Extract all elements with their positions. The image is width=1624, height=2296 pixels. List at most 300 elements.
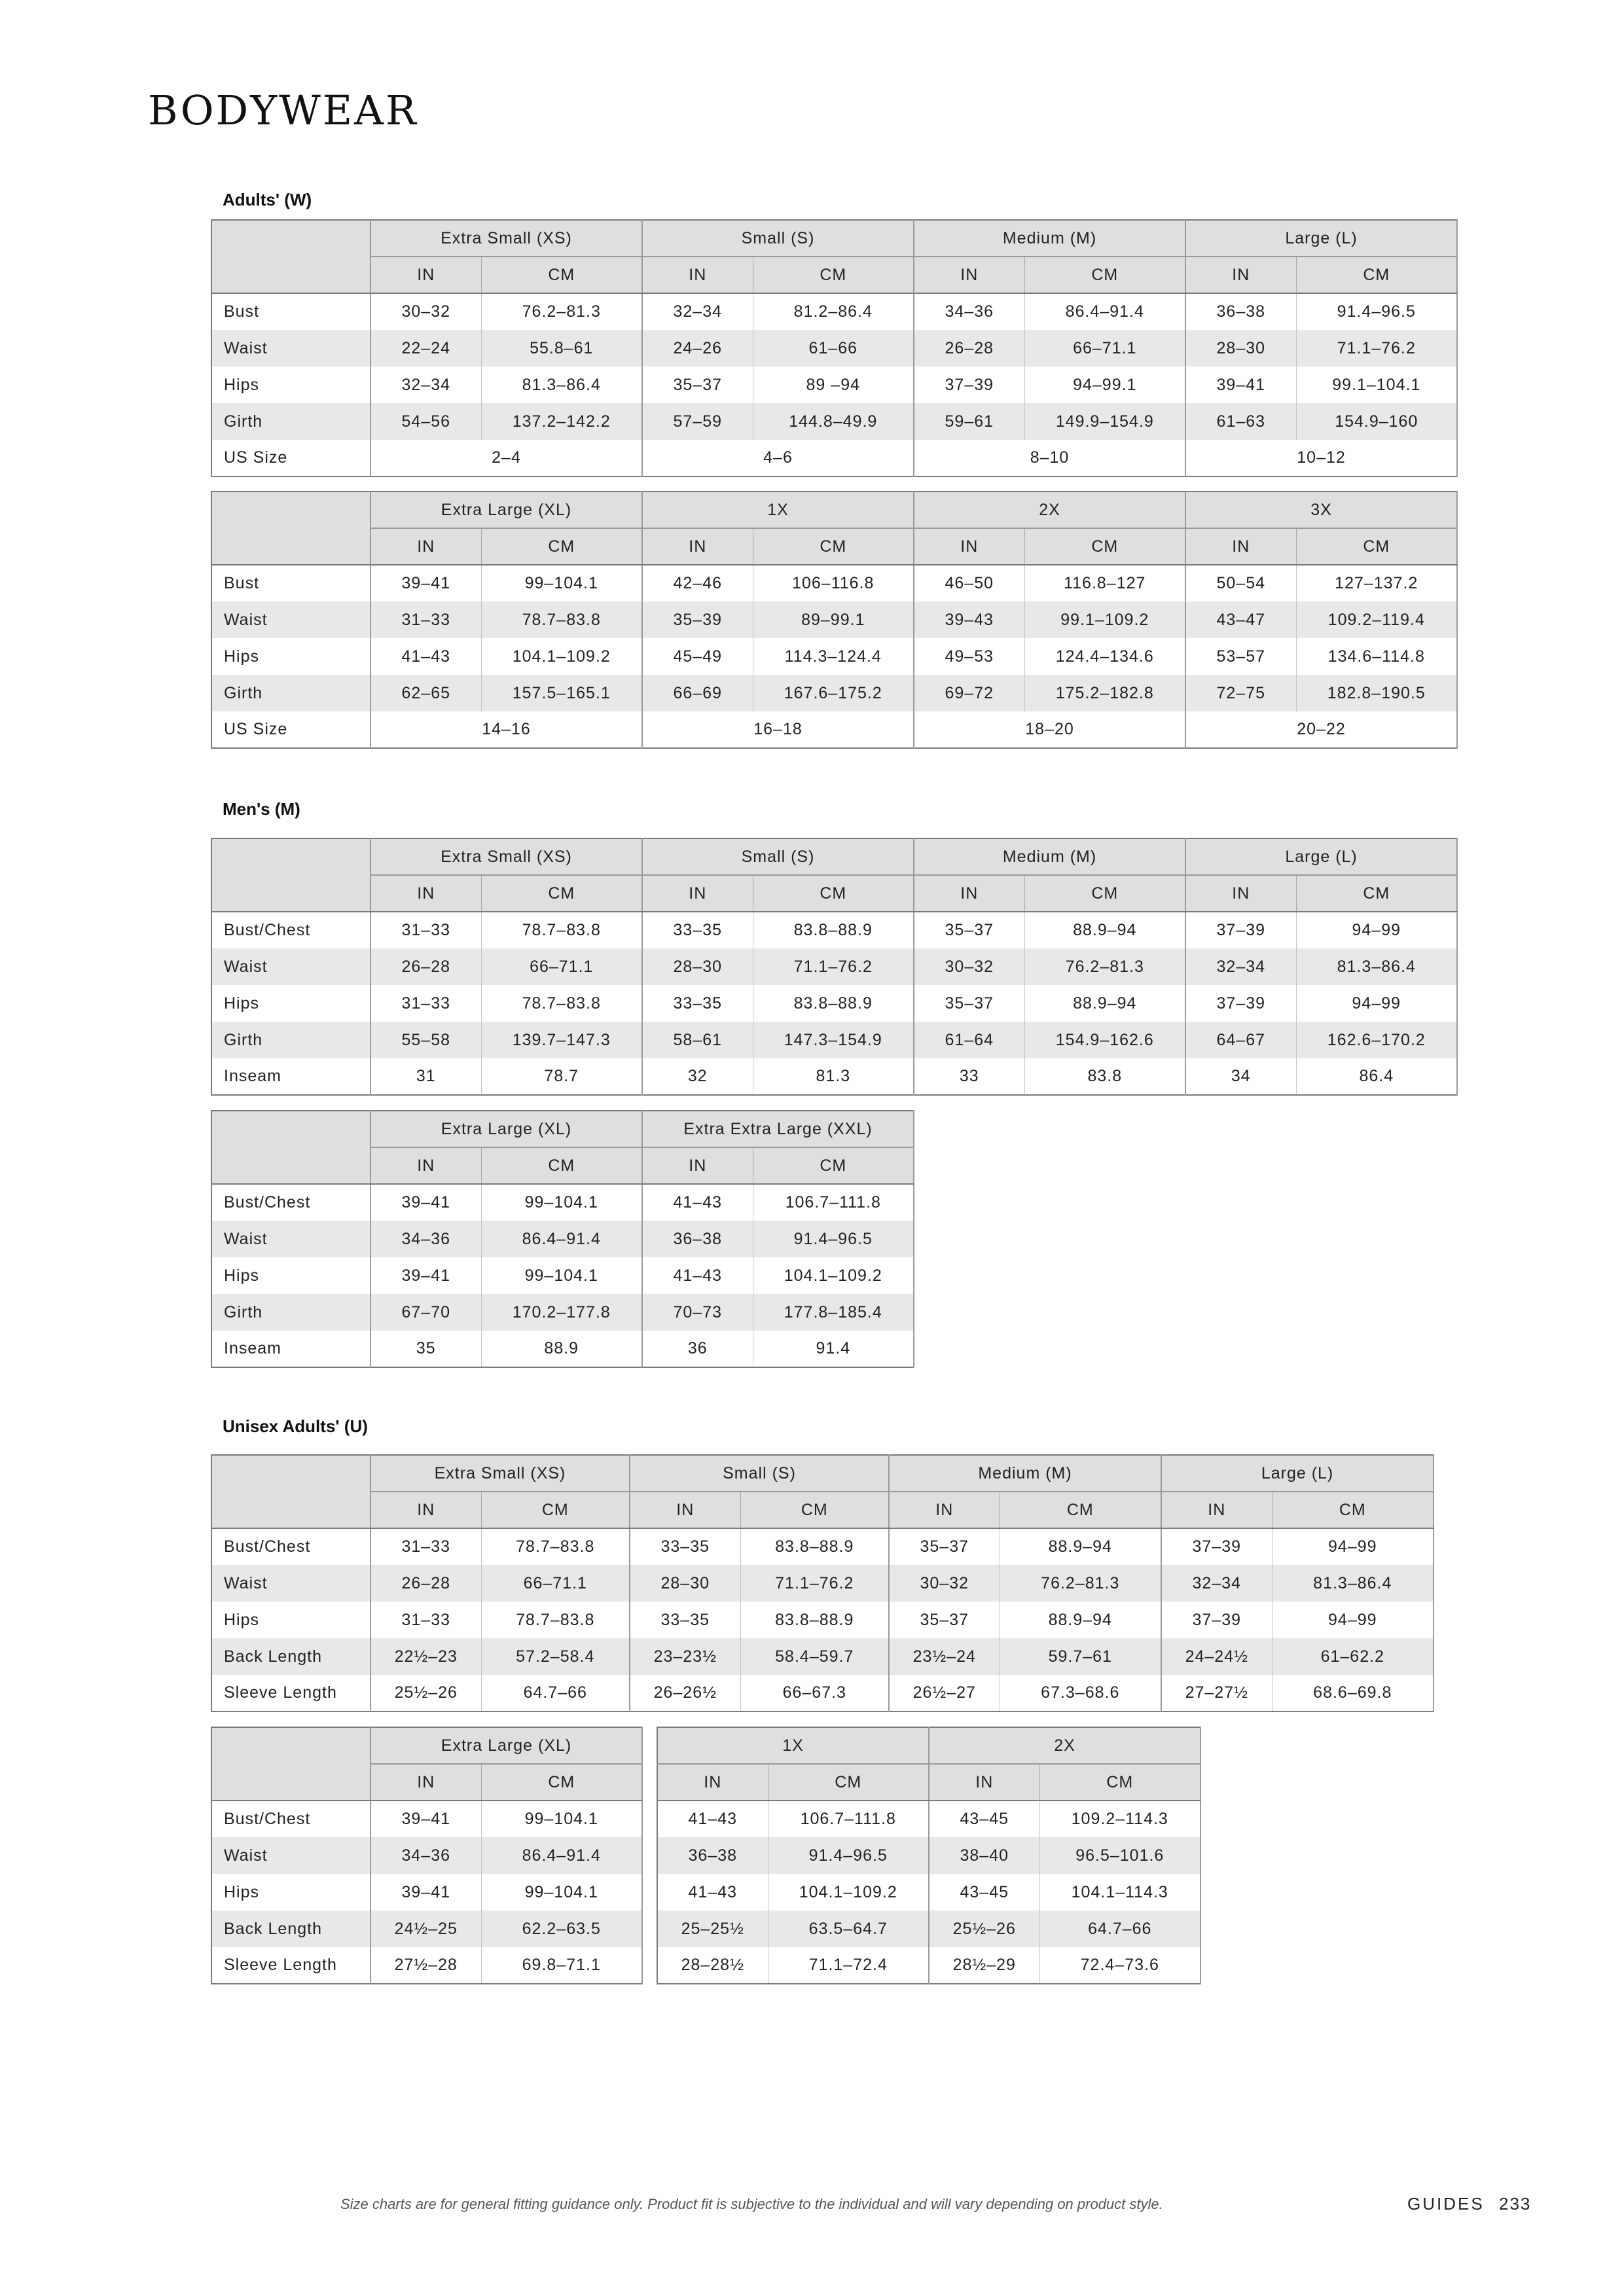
cell-in: 23½–24 <box>889 1638 1000 1675</box>
cell-cm: 99–104.1 <box>481 1257 642 1294</box>
unit-header-in: IN <box>370 528 481 565</box>
cell-in: 69–72 <box>914 675 1024 711</box>
table-row <box>211 1184 914 1221</box>
cell-cm: 157.5–165.1 <box>481 675 642 711</box>
cell-cm: 81.3–86.4 <box>1296 948 1457 985</box>
row-label: Hips <box>211 367 370 403</box>
cell-in: 67–70 <box>370 1294 481 1331</box>
cell-in: 24–26 <box>642 330 753 367</box>
cell-in: 32–34 <box>1185 948 1296 985</box>
cell-cm: 57.2–58.4 <box>481 1638 630 1675</box>
cell-in: 33–35 <box>642 985 753 1022</box>
cell-cm: 58.4–59.7 <box>740 1638 889 1675</box>
cell-cm: 104.1–109.2 <box>768 1874 929 1910</box>
footer-disclaimer: Size charts are for general fitting guidance only. Product fit is subjective to the individual and will vary depending on product style. <box>340 2196 1163 2212</box>
unit-header-cm: CM <box>1000 1492 1161 1528</box>
table-row <box>211 367 1457 403</box>
cell-cm: 78.7–83.8 <box>481 985 642 1022</box>
table-row <box>211 675 1457 711</box>
cell-in: 46–50 <box>914 565 1024 601</box>
table-row <box>211 1221 914 1257</box>
cell-in: 70–73 <box>642 1294 753 1331</box>
cell-cm: 99–104.1 <box>481 1874 642 1910</box>
cell-in: 37–39 <box>914 367 1024 403</box>
cell-cm: 78.7–83.8 <box>481 1602 630 1638</box>
cell-in: 31–33 <box>370 985 481 1022</box>
us-size-cell: 8–10 <box>914 440 1185 476</box>
size-header: 2X <box>929 1727 1200 1764</box>
unit-header-cm: CM <box>1024 528 1185 565</box>
cell-cm: 137.2–142.2 <box>481 403 642 440</box>
cell-cm: 99.1–104.1 <box>1296 367 1457 403</box>
cell-in: 55–58 <box>370 1022 481 1058</box>
row-label: Sleeve Length <box>211 1675 370 1712</box>
cell-in: 57–59 <box>642 403 753 440</box>
table-row <box>211 912 1457 948</box>
unit-header-in: IN <box>1185 875 1296 912</box>
cell-cm: 83.8–88.9 <box>740 1528 889 1565</box>
cell-cm: 86.4–91.4 <box>481 1221 642 1257</box>
row-label: Waist <box>211 1221 370 1257</box>
table-row <box>211 1528 1434 1565</box>
cell-in: 24½–25 <box>370 1910 481 1947</box>
cell-cm: 83.8–88.9 <box>753 912 914 948</box>
cell-cm: 147.3–154.9 <box>753 1022 914 1058</box>
header-corner <box>211 838 370 912</box>
cell-cm: 99–104.1 <box>481 1801 642 1837</box>
size-header: Extra Large (XL) <box>370 1727 642 1764</box>
cell-in: 41–43 <box>657 1801 768 1837</box>
size-header-row <box>211 220 1457 257</box>
cell-cm: 88.9–94 <box>1024 985 1185 1022</box>
size-header-row <box>211 492 1457 528</box>
cell-in: 64–67 <box>1185 1022 1296 1058</box>
cell-in: 33–35 <box>642 912 753 948</box>
size-header-row <box>211 1455 1434 1492</box>
us-size-row <box>211 711 1457 748</box>
unit-header-in: IN <box>370 1492 481 1528</box>
row-label: Back Length <box>211 1638 370 1675</box>
cell-cm: 88.9–94 <box>1000 1602 1161 1638</box>
table-row <box>211 1675 1434 1712</box>
cell-in: 32–34 <box>642 293 753 330</box>
unit-header-row <box>211 1492 1434 1528</box>
cell-in: 39–41 <box>370 1874 481 1910</box>
size-header: Medium (M) <box>914 220 1185 257</box>
unit-header-cm: CM <box>740 1492 889 1528</box>
cell-cm: 67.3–68.6 <box>1000 1675 1161 1712</box>
cell-cm: 59.7–61 <box>1000 1638 1161 1675</box>
table-row <box>211 1837 642 1874</box>
cell-in: 30–32 <box>889 1565 1000 1602</box>
table-row <box>211 1874 642 1910</box>
cell-in: 36–38 <box>642 1221 753 1257</box>
size-header: Extra Large (XL) <box>370 492 642 528</box>
cell-in: 34 <box>1185 1058 1296 1095</box>
row-label: Girth <box>211 1022 370 1058</box>
cell-in: 49–53 <box>914 638 1024 675</box>
cell-cm: 86.4–91.4 <box>481 1837 642 1874</box>
table-row <box>211 330 1457 367</box>
size-header-row <box>211 1727 642 1764</box>
size-header: Extra Large (XL) <box>370 1111 642 1147</box>
table-row <box>211 1257 914 1294</box>
size-header-row <box>211 1111 914 1147</box>
cell-in: 25½–26 <box>370 1675 481 1712</box>
size-header: Large (L) <box>1185 838 1457 875</box>
cell-in: 35–37 <box>642 367 753 403</box>
row-label: Waist <box>211 330 370 367</box>
size-header: Small (S) <box>642 838 914 875</box>
cell-cm: 71.1–76.2 <box>740 1565 889 1602</box>
cell-in: 53–57 <box>1185 638 1296 675</box>
row-label: Hips <box>211 985 370 1022</box>
cell-cm: 72.4–73.6 <box>1039 1947 1200 1984</box>
cell-cm: 71.1–76.2 <box>1296 330 1457 367</box>
cell-in: 39–41 <box>370 565 481 601</box>
cell-cm: 86.4–91.4 <box>1024 293 1185 330</box>
header-corner <box>211 1111 370 1184</box>
cell-in: 31 <box>370 1058 481 1095</box>
cell-in: 34–36 <box>370 1221 481 1257</box>
unit-header-cm: CM <box>481 1147 642 1184</box>
cell-cm: 66–71.1 <box>1024 330 1185 367</box>
cell-cm: 91.4–96.5 <box>768 1837 929 1874</box>
cell-in: 37–39 <box>1161 1602 1272 1638</box>
cell-cm: 81.3–86.4 <box>481 367 642 403</box>
cell-in: 26–28 <box>370 1565 481 1602</box>
size-header: Large (L) <box>1185 220 1457 257</box>
cell-cm: 94–99 <box>1296 985 1457 1022</box>
cell-in: 26–28 <box>914 330 1024 367</box>
cell-in: 22–24 <box>370 330 481 367</box>
cell-in: 26–26½ <box>630 1675 740 1712</box>
cell-in: 37–39 <box>1161 1528 1272 1565</box>
unit-header-cm: CM <box>753 257 914 293</box>
cell-in: 41–43 <box>642 1184 753 1221</box>
table-row <box>211 565 1457 601</box>
cell-cm: 69.8–71.1 <box>481 1947 642 1984</box>
size-header: Extra Small (XS) <box>370 1455 630 1492</box>
cell-in: 28–30 <box>642 948 753 985</box>
row-label: Hips <box>211 1874 370 1910</box>
cell-in: 35–37 <box>914 985 1024 1022</box>
row-label: Bust/Chest <box>211 1528 370 1565</box>
cell-in: 25–25½ <box>657 1910 768 1947</box>
us-size-cell: 16–18 <box>642 711 914 748</box>
row-label: Sleeve Length <box>211 1947 370 1984</box>
cell-cm: 66–67.3 <box>740 1675 889 1712</box>
us-size-cell: 2–4 <box>370 440 642 476</box>
cell-in: 45–49 <box>642 638 753 675</box>
cell-in: 23–23½ <box>630 1638 740 1675</box>
cell-cm: 78.7 <box>481 1058 642 1095</box>
cell-cm: 64.7–66 <box>1039 1910 1200 1947</box>
cell-in: 37–39 <box>1185 985 1296 1022</box>
cell-in: 28–30 <box>1185 330 1296 367</box>
cell-cm: 94–99.1 <box>1024 367 1185 403</box>
cell-cm: 68.6–69.8 <box>1272 1675 1434 1712</box>
cell-in: 32–34 <box>1161 1565 1272 1602</box>
row-label: Waist <box>211 601 370 638</box>
unit-header-in: IN <box>914 528 1024 565</box>
cell-cm: 86.4 <box>1296 1058 1457 1095</box>
cell-cm: 109.2–114.3 <box>1039 1801 1200 1837</box>
row-label: Waist <box>211 948 370 985</box>
unit-header-in: IN <box>642 875 753 912</box>
cell-in: 26½–27 <box>889 1675 1000 1712</box>
cell-cm: 182.8–190.5 <box>1296 675 1457 711</box>
size-header: 1X <box>657 1727 929 1764</box>
cell-in: 41–43 <box>370 638 481 675</box>
unit-header-in: IN <box>929 1764 1039 1801</box>
cell-in: 35–37 <box>914 912 1024 948</box>
unit-header-cm: CM <box>1272 1492 1434 1528</box>
cell-cm: 64.7–66 <box>481 1675 630 1712</box>
table-row <box>211 1910 642 1947</box>
cell-in: 33 <box>914 1058 1024 1095</box>
cell-in: 33–35 <box>630 1528 740 1565</box>
cell-cm: 144.8–49.9 <box>753 403 914 440</box>
row-label: Hips <box>211 1257 370 1294</box>
unit-header-in: IN <box>642 1147 753 1184</box>
cell-in: 31–33 <box>370 912 481 948</box>
unit-header-in: IN <box>370 1147 481 1184</box>
cell-in: 39–41 <box>370 1184 481 1221</box>
cell-cm: 94–99 <box>1272 1528 1434 1565</box>
cell-in: 50–54 <box>1185 565 1296 601</box>
cell-in: 39–41 <box>1185 367 1296 403</box>
cell-cm: 81.3–86.4 <box>1272 1565 1434 1602</box>
row-label: Bust/Chest <box>211 912 370 948</box>
us-size-cell: 4–6 <box>642 440 914 476</box>
cell-in: 62–65 <box>370 675 481 711</box>
unit-header-row <box>211 257 1457 293</box>
cell-in: 58–61 <box>642 1022 753 1058</box>
unit-header-in: IN <box>1185 257 1296 293</box>
size-header: Small (S) <box>630 1455 889 1492</box>
size-header: Large (L) <box>1161 1455 1434 1492</box>
cell-in: 28–30 <box>630 1565 740 1602</box>
cell-cm: 94–99 <box>1272 1602 1434 1638</box>
cell-cm: 76.2–81.3 <box>1000 1565 1161 1602</box>
unit-header-in: IN <box>657 1764 768 1801</box>
cell-in: 24–24½ <box>1161 1638 1272 1675</box>
size-header-row <box>657 1727 1200 1764</box>
section-title-mens: Men's (M) <box>223 799 300 819</box>
cell-cm: 154.9–162.6 <box>1024 1022 1185 1058</box>
unit-header-cm: CM <box>481 1764 642 1801</box>
cell-in: 39–41 <box>370 1257 481 1294</box>
row-label: Bust <box>211 565 370 601</box>
cell-in: 35–37 <box>889 1528 1000 1565</box>
header-corner <box>211 1455 370 1528</box>
row-label: Bust/Chest <box>211 1801 370 1837</box>
row-label: US Size <box>211 711 370 748</box>
us-size-cell: 20–22 <box>1185 711 1457 748</box>
cell-cm: 88.9–94 <box>1000 1528 1161 1565</box>
table-row <box>657 1947 1200 1984</box>
row-label: Waist <box>211 1565 370 1602</box>
cell-cm: 139.7–147.3 <box>481 1022 642 1058</box>
cell-cm: 106.7–111.8 <box>768 1801 929 1837</box>
table-row <box>211 1602 1434 1638</box>
cell-cm: 106.7–111.8 <box>753 1184 914 1221</box>
cell-cm: 99–104.1 <box>481 1184 642 1221</box>
cell-cm: 99–104.1 <box>481 565 642 601</box>
table-row <box>211 638 1457 675</box>
cell-in: 39–43 <box>914 601 1024 638</box>
unit-header-row <box>211 875 1457 912</box>
us-size-row <box>211 440 1457 476</box>
table-row <box>211 985 1457 1022</box>
cell-in: 22½–23 <box>370 1638 481 1675</box>
cell-cm: 76.2–81.3 <box>481 293 642 330</box>
unit-header-in: IN <box>370 875 481 912</box>
cell-cm: 78.7–83.8 <box>481 1528 630 1565</box>
cell-cm: 71.1–76.2 <box>753 948 914 985</box>
cell-cm: 162.6–170.2 <box>1296 1022 1457 1058</box>
cell-in: 39–41 <box>370 1801 481 1837</box>
unisex-table-1 <box>211 1454 1434 1712</box>
table-row <box>211 1058 1457 1095</box>
cell-in: 30–32 <box>370 293 481 330</box>
cell-cm: 175.2–182.8 <box>1024 675 1185 711</box>
unit-header-cm: CM <box>1296 257 1457 293</box>
size-header: Extra Extra Large (XXL) <box>642 1111 914 1147</box>
header-corner <box>211 220 370 293</box>
footer-section-label: GUIDES <box>1407 2194 1485 2214</box>
cell-in: 41–43 <box>657 1874 768 1910</box>
cell-in: 42–46 <box>642 565 753 601</box>
cell-cm: 106–116.8 <box>753 565 914 601</box>
table-row <box>657 1837 1200 1874</box>
cell-cm: 83.8–88.9 <box>753 985 914 1022</box>
table-row <box>211 1947 642 1984</box>
unit-header-in: IN <box>1161 1492 1272 1528</box>
cell-cm: 104.1–109.2 <box>753 1257 914 1294</box>
us-size-cell: 10–12 <box>1185 440 1457 476</box>
cell-in: 31–33 <box>370 1528 481 1565</box>
cell-in: 31–33 <box>370 1602 481 1638</box>
cell-cm: 55.8–61 <box>481 330 642 367</box>
table-row <box>211 1638 1434 1675</box>
size-header: 2X <box>914 492 1185 528</box>
cell-cm: 154.9–160 <box>1296 403 1457 440</box>
unit-header-in: IN <box>914 875 1024 912</box>
cell-in: 30–32 <box>914 948 1024 985</box>
table-row <box>211 1331 914 1367</box>
unit-header-cm: CM <box>768 1764 929 1801</box>
cell-in: 27–27½ <box>1161 1675 1272 1712</box>
unit-header-row <box>211 528 1457 565</box>
cell-cm: 149.9–154.9 <box>1024 403 1185 440</box>
table-row <box>211 403 1457 440</box>
unit-header-cm: CM <box>1039 1764 1200 1801</box>
table-row <box>657 1910 1200 1947</box>
section-title-adults-w: Adults' (W) <box>223 190 312 209</box>
size-header: Extra Small (XS) <box>370 838 642 875</box>
table-row <box>211 1294 914 1331</box>
table-row <box>211 601 1457 638</box>
row-label: Bust/Chest <box>211 1184 370 1221</box>
size-header: Medium (M) <box>889 1455 1161 1492</box>
cell-cm: 91.4 <box>753 1331 914 1367</box>
unit-header-cm: CM <box>481 1492 630 1528</box>
cell-in: 61–63 <box>1185 403 1296 440</box>
unit-header-in: IN <box>1185 528 1296 565</box>
cell-cm: 61–62.2 <box>1272 1638 1434 1675</box>
cell-cm: 83.8–88.9 <box>740 1602 889 1638</box>
cell-in: 34–36 <box>914 293 1024 330</box>
cell-cm: 91.4–96.5 <box>753 1221 914 1257</box>
cell-in: 72–75 <box>1185 675 1296 711</box>
cell-cm: 134.6–114.8 <box>1296 638 1457 675</box>
cell-cm: 104.1–109.2 <box>481 638 642 675</box>
row-label: Inseam <box>211 1058 370 1095</box>
unit-header-cm: CM <box>481 528 642 565</box>
unisex-table-3 <box>657 1727 1201 1984</box>
page-number: 233 <box>1499 2194 1532 2214</box>
cell-cm: 61–66 <box>753 330 914 367</box>
row-label: Bust <box>211 293 370 330</box>
table-row <box>657 1874 1200 1910</box>
row-label: Waist <box>211 1837 370 1874</box>
unit-header-in: IN <box>642 528 753 565</box>
cell-in: 66–69 <box>642 675 753 711</box>
cell-in: 28–28½ <box>657 1947 768 1984</box>
cell-cm: 99.1–109.2 <box>1024 601 1185 638</box>
size-header-row <box>211 838 1457 875</box>
cell-in: 35–39 <box>642 601 753 638</box>
unit-header-cm: CM <box>1024 257 1185 293</box>
unit-header-in: IN <box>914 257 1024 293</box>
row-label: Girth <box>211 675 370 711</box>
unit-header-in: IN <box>642 257 753 293</box>
cell-in: 28½–29 <box>929 1947 1039 1984</box>
table-row <box>657 1801 1200 1837</box>
cell-in: 33–35 <box>630 1602 740 1638</box>
cell-cm: 94–99 <box>1296 912 1457 948</box>
cell-in: 38–40 <box>929 1837 1039 1874</box>
unit-header-cm: CM <box>481 875 642 912</box>
cell-in: 43–47 <box>1185 601 1296 638</box>
cell-cm: 81.3 <box>753 1058 914 1095</box>
section-title-unisex: Unisex Adults' (U) <box>223 1416 368 1436</box>
unit-header-cm: CM <box>753 875 914 912</box>
size-header: 3X <box>1185 492 1457 528</box>
table-row <box>211 293 1457 330</box>
cell-in: 59–61 <box>914 403 1024 440</box>
cell-cm: 89 –94 <box>753 367 914 403</box>
us-size-cell: 14–16 <box>370 711 642 748</box>
unit-header-cm: CM <box>753 528 914 565</box>
us-size-cell: 18–20 <box>914 711 1185 748</box>
row-label: Hips <box>211 638 370 675</box>
header-corner <box>211 492 370 565</box>
cell-in: 27½–28 <box>370 1947 481 1984</box>
cell-cm: 76.2–81.3 <box>1024 948 1185 985</box>
cell-cm: 177.8–185.4 <box>753 1294 914 1331</box>
cell-in: 35–37 <box>889 1602 1000 1638</box>
cell-in: 54–56 <box>370 403 481 440</box>
cell-cm: 170.2–177.8 <box>481 1294 642 1331</box>
size-header: Medium (M) <box>914 838 1185 875</box>
unisex-table-2 <box>211 1727 643 1984</box>
adults-w-table-2 <box>211 491 1458 749</box>
cell-in: 36–38 <box>1185 293 1296 330</box>
cell-cm: 78.7–83.8 <box>481 601 642 638</box>
